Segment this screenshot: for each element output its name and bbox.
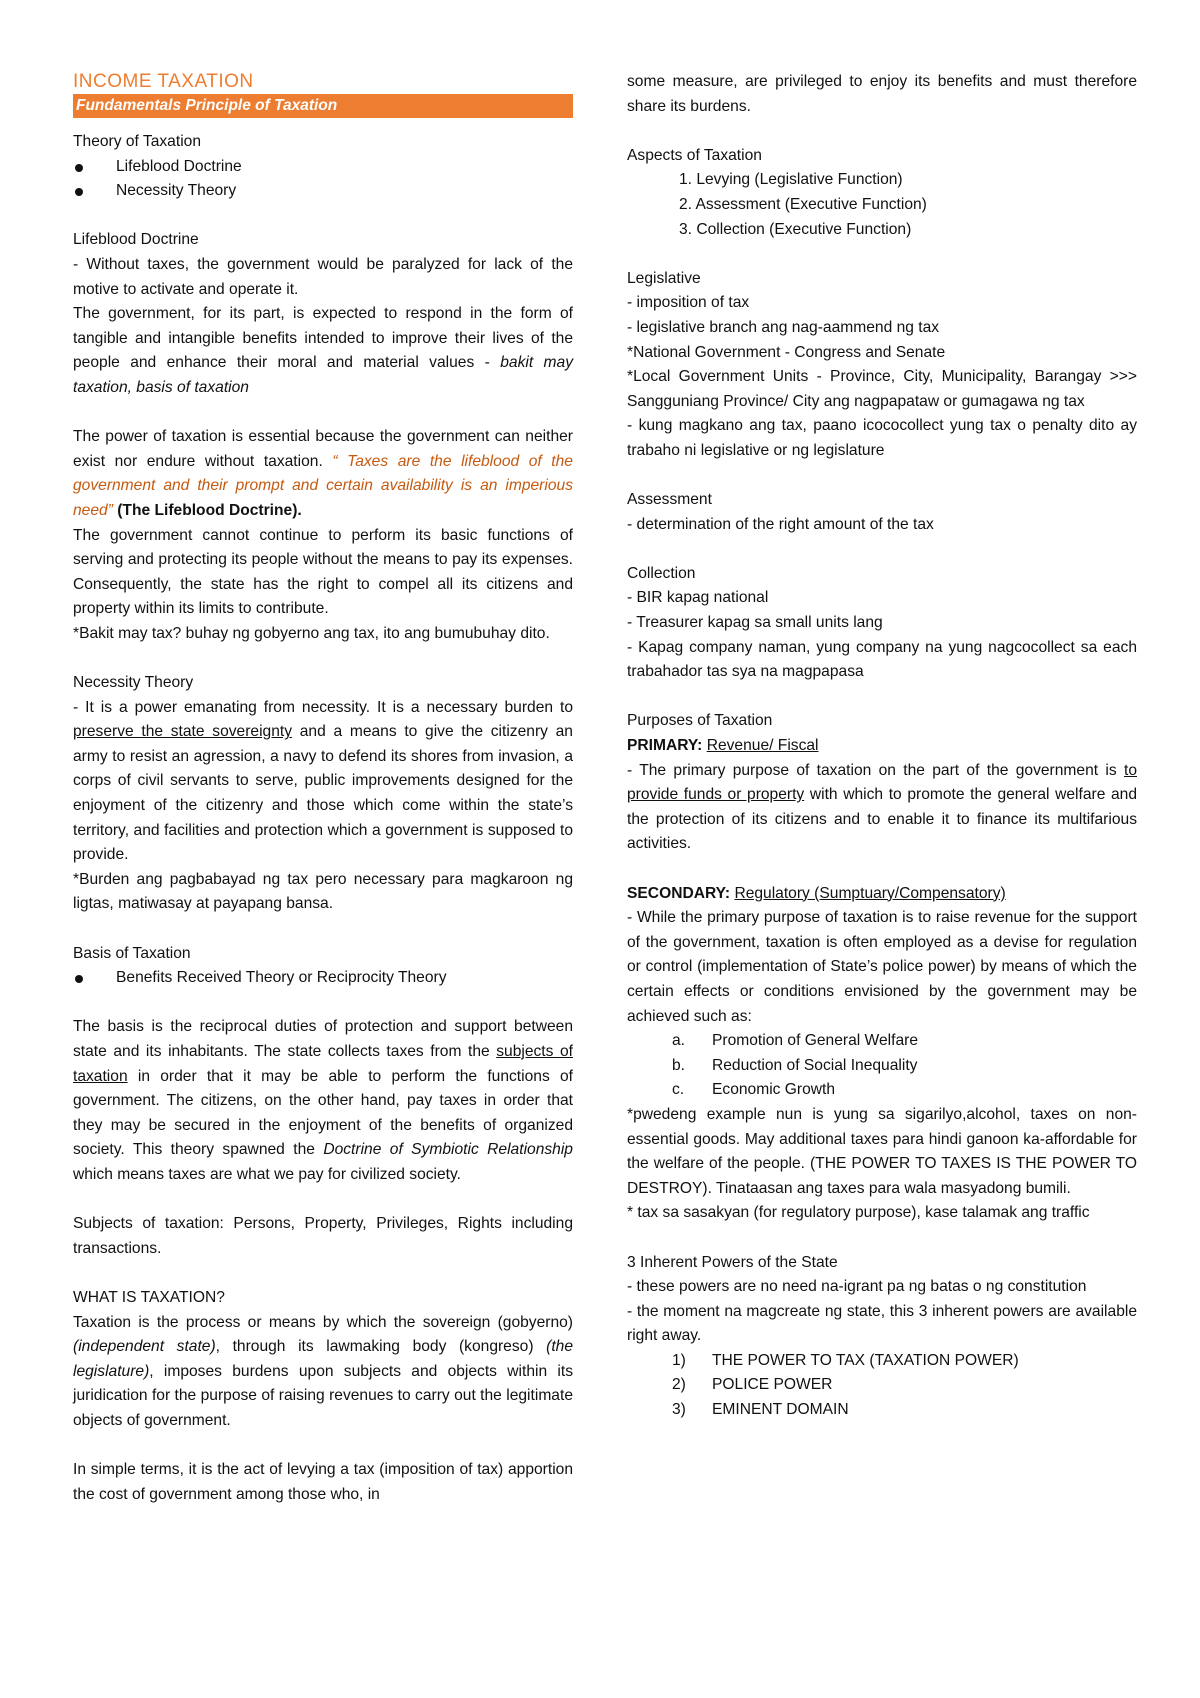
paragraph: - It is a power emanating from necessity. It is a necessary burden to preserve the state sovereignty and a means to give the citizenry an army to resist an agression, a navy to defend its shores from invasion, a corps of civil servants to serve, public improvements designed for the enjoyment of the citizenry and those which come within the state’s territory, and facilities and protection which a government is supposed to provide.	[73, 698, 573, 864]
note: *Bakit may tax? buhay ng gobyerno ang tax, ito ang bumubuhay dito.	[73, 624, 550, 642]
aspects-heading: Aspects of Taxation	[627, 146, 762, 164]
list-item: 2) POLICE POWER	[672, 1376, 833, 1394]
paragraph: - Without taxes, the government would be paralyzed for lack of the motive to activate and operate it.	[73, 255, 573, 298]
list-item: - imposition of tax	[627, 294, 750, 312]
bullet-item: Necessity Theory	[73, 179, 573, 204]
list-item: b. Reduction of Social Inequality	[672, 1056, 918, 1074]
right-column	[627, 70, 1137, 1423]
left-column	[73, 70, 573, 1507]
note: *Burden ang pagbabayad ng tax pero necessary para magkaroon ng ligtas, matiwasay at payapang bansa.	[73, 870, 573, 913]
list-item: - Treasurer kapag sa small units lang	[627, 614, 883, 632]
list-item: c. Economic Growth	[672, 1081, 836, 1099]
theory-heading: Theory of Taxation	[73, 133, 202, 150]
paragraph: The government, for its part, is expected to respond in the form of tangible and intangible benefits intended to improve their lives of the people and enhance their moral and material values - bakit may taxation, basis of taxation	[73, 305, 574, 396]
list-item: - legislative branch ang nag-aammend ng tax	[627, 318, 940, 336]
list-item: *National Government - Congress and Senate	[627, 343, 946, 361]
primary-label: PRIMARY: Revenue/ Fiscal	[627, 737, 819, 755]
legislative-heading: Legislative	[627, 269, 701, 287]
purposes-heading: Purposes of Taxation	[627, 712, 773, 730]
bullet-item: Benefits Received Theory or Reciprocity Theory	[73, 966, 573, 991]
necessity-heading: Necessity Theory	[73, 674, 194, 692]
paragraph: some measure, are privileged to enjoy its benefits and must therefore share its burdens.	[627, 73, 1137, 115]
section-banner: Fundamentals Principle of Taxation	[73, 94, 573, 118]
list-item: 2. Assessment (Executive Function)	[679, 195, 927, 213]
list-item: 1. Levying (Legislative Function)	[679, 171, 903, 189]
note: * tax sa sasakyan (for regulatory purpose), kase talamak ang traffic	[627, 1204, 1090, 1222]
list-item: 3) EMINENT DOMAIN	[672, 1401, 849, 1419]
paragraph: The basis is the reciprocal duties of protection and support between state and its inhabitants. The state collects taxes from the subjects of taxation in order that it may be able to perform the functions of government. The citizens, on the other hand, pay taxes in order that they may be secured in the enjoyment of the benefits of organized society. This theory spawned the Doctrine of Symbiotic Relationship which means taxes are what we pay for civilized society.	[73, 1018, 573, 1183]
paragraph: Taxation is the process or means by which the sovereign (gobyerno) (independent state), through its lawmaking body (kongreso) (the legislature), imposes burdens upon subjects and objects within its juridication for the purpose of raising revenues to carry out the legitimate objects of government.	[73, 1313, 574, 1429]
collection-heading: Collection	[627, 564, 696, 582]
list-item: *Local Government Units - Province, City, Municipality, Barangay >>> Sangguniang Province/ City ang nagpapataw or gumagawa ng tax	[627, 368, 1137, 410]
list-item: - BIR kapag national	[627, 589, 769, 607]
list-item: - determination of the right amount of the tax	[627, 515, 934, 533]
what-heading: WHAT IS TAXATION?	[73, 1288, 225, 1306]
basis-heading: Basis of Taxation	[73, 944, 191, 962]
lifeblood-heading: Lifeblood Doctrine	[73, 231, 199, 249]
list-item: 3. Collection (Executive Function)	[679, 220, 912, 238]
assessment-heading: Assessment	[627, 491, 712, 509]
note: *pwedeng example nun is yung sa sigarilyo,alcohol, taxes on non-essential goods. May additional taxes para hindi ganoon ka-affordable for the welfare of the people. (THE POWER TO TAXES IS THE POWER TO DESTROY). Tinataasan ang taxes para wala masyadong bumili.	[627, 1105, 1137, 1197]
secondary-label: SECONDARY: Regulatory (Sumptuary/Compensatory)	[627, 884, 1006, 902]
paragraph: In simple terms, it is the act of levying a tax (imposition of tax) apportion the cost of government among those who, in	[73, 1461, 573, 1503]
list-item: - these powers are no need na-igrant pa ng batas o ng constitution	[627, 1278, 1087, 1296]
paragraph: The government cannot continue to perform its basic functions of serving and protecting its people without the means to pay its expenses. Consequently, the state has the right to compel all its citizens and property within its limits to contribute.	[73, 526, 573, 618]
document-title: INCOME TAXATION	[73, 71, 254, 92]
paragraph: Subjects of taxation: Persons, Property, Privileges, Rights including transactions.	[73, 1215, 573, 1257]
powers-heading: 3 Inherent Powers of the State	[627, 1253, 838, 1271]
list-item: - Kapag company naman, yung company na yung nagcocollect sa each trabahador tas sya na magpapasa	[627, 638, 1137, 681]
paragraph: - While the primary purpose of taxation is to raise revenue for the support of the government, taxation is often employed as a devise for regulation or control (implementation of State’s police power) by means of which the certain effects or conditions envisioned by the government may be achieved such as:	[627, 909, 1137, 1025]
paragraph: The power of taxation is essential because the government can neither exist nor endure without taxation. “ Taxes are the lifeblood of the government and their prompt and certain availability is an imperious need” (The Lifeblood Doctrine).	[73, 428, 573, 519]
list-item: - the moment na magcreate ng state, this 3 inherent powers are available right away.	[627, 1302, 1137, 1345]
list-item: 1) THE POWER TO TAX (TAXATION POWER)	[672, 1351, 1019, 1369]
bullet-item: Lifeblood Doctrine	[73, 155, 573, 180]
list-item: a. Promotion of General Welfare	[672, 1032, 918, 1050]
paragraph: - The primary purpose of taxation on the part of the government is to provide funds or property with which to promote the general welfare and the protection of its citizens and to enable it to finance its multifarious activities.	[627, 761, 1138, 853]
quote: “ Taxes are the lifeblood of the government and their prompt and certain availability is an imperious need”	[73, 452, 573, 519]
list-item: - kung magkano ang tax, paano icococollect yung tax o penalty dito ay trabaho ni legislative or ng legislature	[627, 417, 1137, 459]
